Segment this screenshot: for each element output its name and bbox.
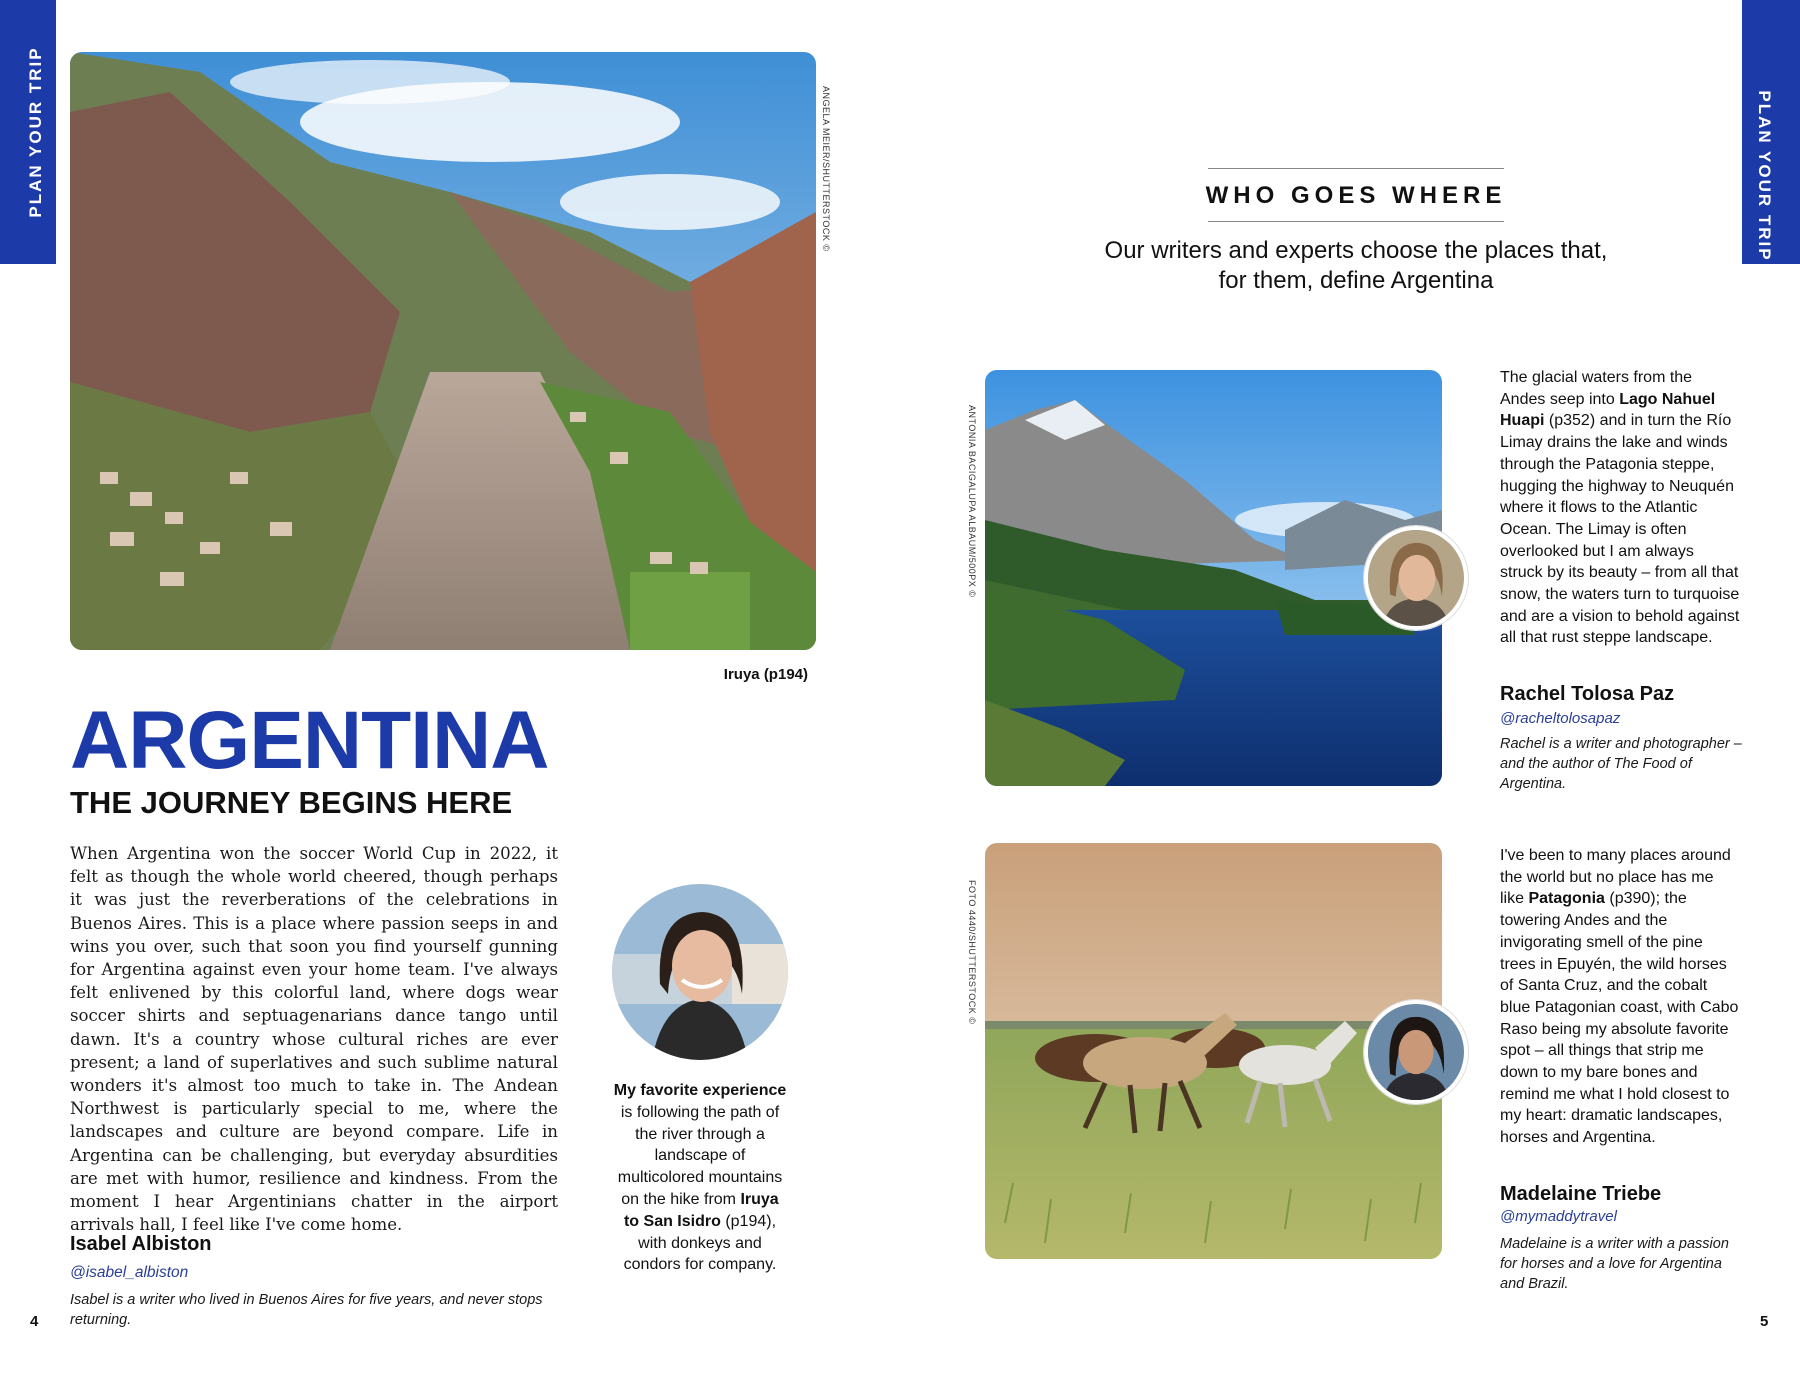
section-title: WHO GOES WHERE	[1205, 182, 1507, 209]
writer-1-handle[interactable]: @racheltolosapaz	[1500, 710, 1621, 727]
writer-1-bio: Rachel is a writer and photographer – and the author of The Food of Argentina.	[1500, 736, 1742, 792]
intro-paragraph: When Argentina won the soccer World Cup in 2022, it felt as though the whole world cheered, though perhaps it was just the reverberations of the celebrations in Buenos Aires. This is a place where passion seeps in and wins you over, such that soon you find yourself gunning for Argentina against even your home team. I've always felt enlivened by this colorful land, where dogs wear soccer shirts and septuagenarians dance tango until dawn. It's a country whose cultural riches are ever present; a land of superlatives and such sublime natural wonders it's almost too much to take in. The Andean Northwest is particularly special to me, where the landscapes and culture are beyond compare. Life in Argentina can be challenging, but everyday absurdities are met with humor, resilience and kindness. From the moment I hear Argentinians chatter in the airport arrivals hall, I feel like I've come home.	[70, 844, 558, 1235]
page-title: ARGENTINA	[70, 695, 549, 786]
section-tab-right	[1742, 0, 1800, 264]
author-name: Isabel Albiston	[70, 1233, 212, 1255]
writer-1-text-1: The glacial waters from the Andes seep into	[1500, 369, 1693, 408]
section-subtitle: Our writers and experts choose the places that, for them, define Argentina	[1104, 237, 1608, 294]
divider-bottom	[1208, 221, 1504, 222]
photo-caption: Iruya (p194)	[723, 666, 808, 683]
avatar-isabel	[612, 884, 788, 1060]
writer-2-text-1: I've been to many places around the world but no place has me like	[1500, 847, 1731, 908]
avatar-madelaine	[1364, 1000, 1468, 1104]
divider-top	[1208, 168, 1504, 169]
page-subtitle: THE JOURNEY BEGINS HERE	[70, 785, 513, 820]
writer-2-name: Madelaine Triebe	[1500, 1183, 1662, 1205]
favorite-bold-1: My favorite experience	[613, 1082, 787, 1099]
writer-story-2	[1500, 845, 1740, 1149]
photo-credit-2: ANTONIA BACIGALUPA ALBAUM/500PX ©	[967, 405, 977, 598]
avatar-rachel	[1364, 526, 1468, 630]
author-bio: Isabel is a writer who lived in Buenos Aires for five years, and never stops returning.	[70, 1292, 543, 1328]
photo-iruya	[70, 52, 816, 650]
photo-credit-3: FOTO 4440/SHUTTERSTOCK ©	[967, 880, 977, 1025]
page-number-left: 4	[30, 1313, 39, 1330]
writer-1-name: Rachel Tolosa Paz	[1500, 683, 1675, 705]
writer-2-bold: Patagonia	[1528, 890, 1605, 908]
writer-1-bold: Lago Nahuel Huapi	[1500, 390, 1716, 430]
favorite-experience	[612, 1080, 788, 1276]
writer-2-handle[interactable]: @mymaddytravel	[1500, 1208, 1617, 1225]
writer-2-text-2: (p390); the towering Andes and the invigorating smell of the pine trees in Epuyén, the wild horses of Santa Cruz, and the cobalt blue Patagonian coast, with Cabo Raso being my absolute favorite spot – all things that strip me down to my bare bones and remind me what I hold closest to my heart: dramatic landscapes, horses and Argentina.	[1500, 890, 1739, 1147]
favorite-bold-2: Iruya to San Isidro	[623, 1190, 779, 1230]
writer-story-1	[1500, 367, 1740, 649]
section-tab-right-label: PLAN YOUR TRIP	[1755, 90, 1774, 262]
section-tab-left	[0, 0, 56, 264]
photo-credit-1: ANGELA MEIER/SHUTTERSTOCK ©	[821, 86, 831, 252]
page-number-right: 5	[1760, 1313, 1769, 1330]
favorite-text-1: is following the path of the river through a landscape of multicolored mountains on the hike from	[617, 1103, 783, 1208]
author-handle[interactable]: @isabel_albiston	[70, 1264, 189, 1281]
favorite-text-2: (p194), with donkeys and condors for company.	[623, 1212, 777, 1274]
section-tab-left-label: PLAN YOUR TRIP	[26, 46, 45, 218]
writer-1-text-2: (p352) and in turn the Río Limay drains the lake and winds through the Patagonia steppe, hugging the highway to Neuquén where it flows to the Atlantic Ocean. The Limay is often overlooked but I am always struck by its beauty – from all that snow, the waters turn to turquoise and are a vision to behold against all that rust steppe landscape.	[1500, 412, 1740, 647]
writer-2-bio: Madelaine is a writer with a passion for horses and a love for Argentina and Brazil.	[1500, 1236, 1729, 1292]
